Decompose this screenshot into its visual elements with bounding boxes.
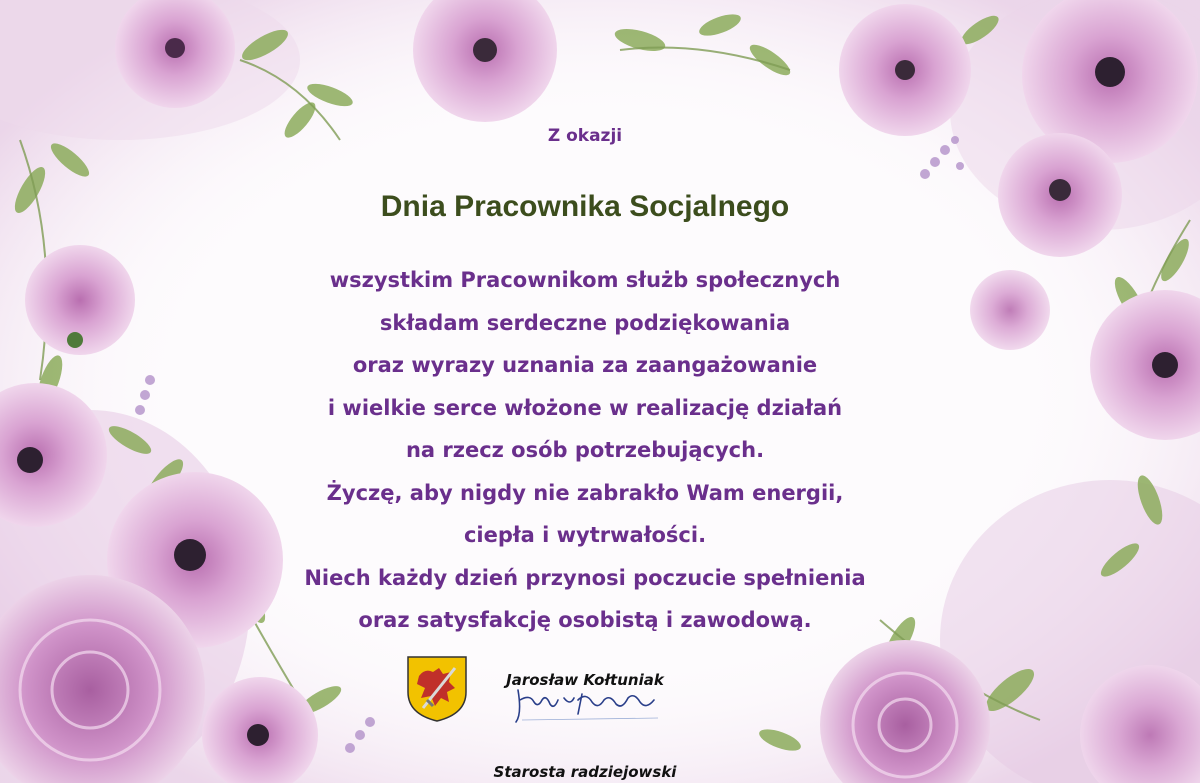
message-line: ciepła i wytrwałości. (463, 523, 707, 547)
message-line: oraz wyrazy uznania za zaangażowanie (352, 353, 818, 377)
signer-name: Jarosław Kołtuniak (506, 671, 664, 689)
message-line: wszystkim Pracownikom służb społecznych (329, 268, 841, 292)
intro-text: Z okazji (547, 126, 623, 146)
message-line: Niech każdy dzień przynosi poczucie spełnienia (304, 565, 866, 590)
message-line: na rzecz osób potrzebujących. (405, 438, 765, 462)
message-line: Życzę, aby nigdy nie zabrakło Wam energii, (326, 480, 844, 505)
signature-icon (512, 680, 662, 728)
message-line: i wielkie serce włożone w realizację działań (327, 395, 843, 420)
signer-role: Starosta radziejowski (493, 763, 677, 781)
message-line: oraz satysfakcję osobistą i zawodową. (358, 608, 812, 632)
coat-of-arms-icon (405, 654, 469, 724)
greeting-message (0, 259, 1170, 642)
card-title: Dnia Pracownika Socjalnego (380, 190, 790, 223)
message-line: składam serdeczne podziękowania (379, 310, 791, 335)
